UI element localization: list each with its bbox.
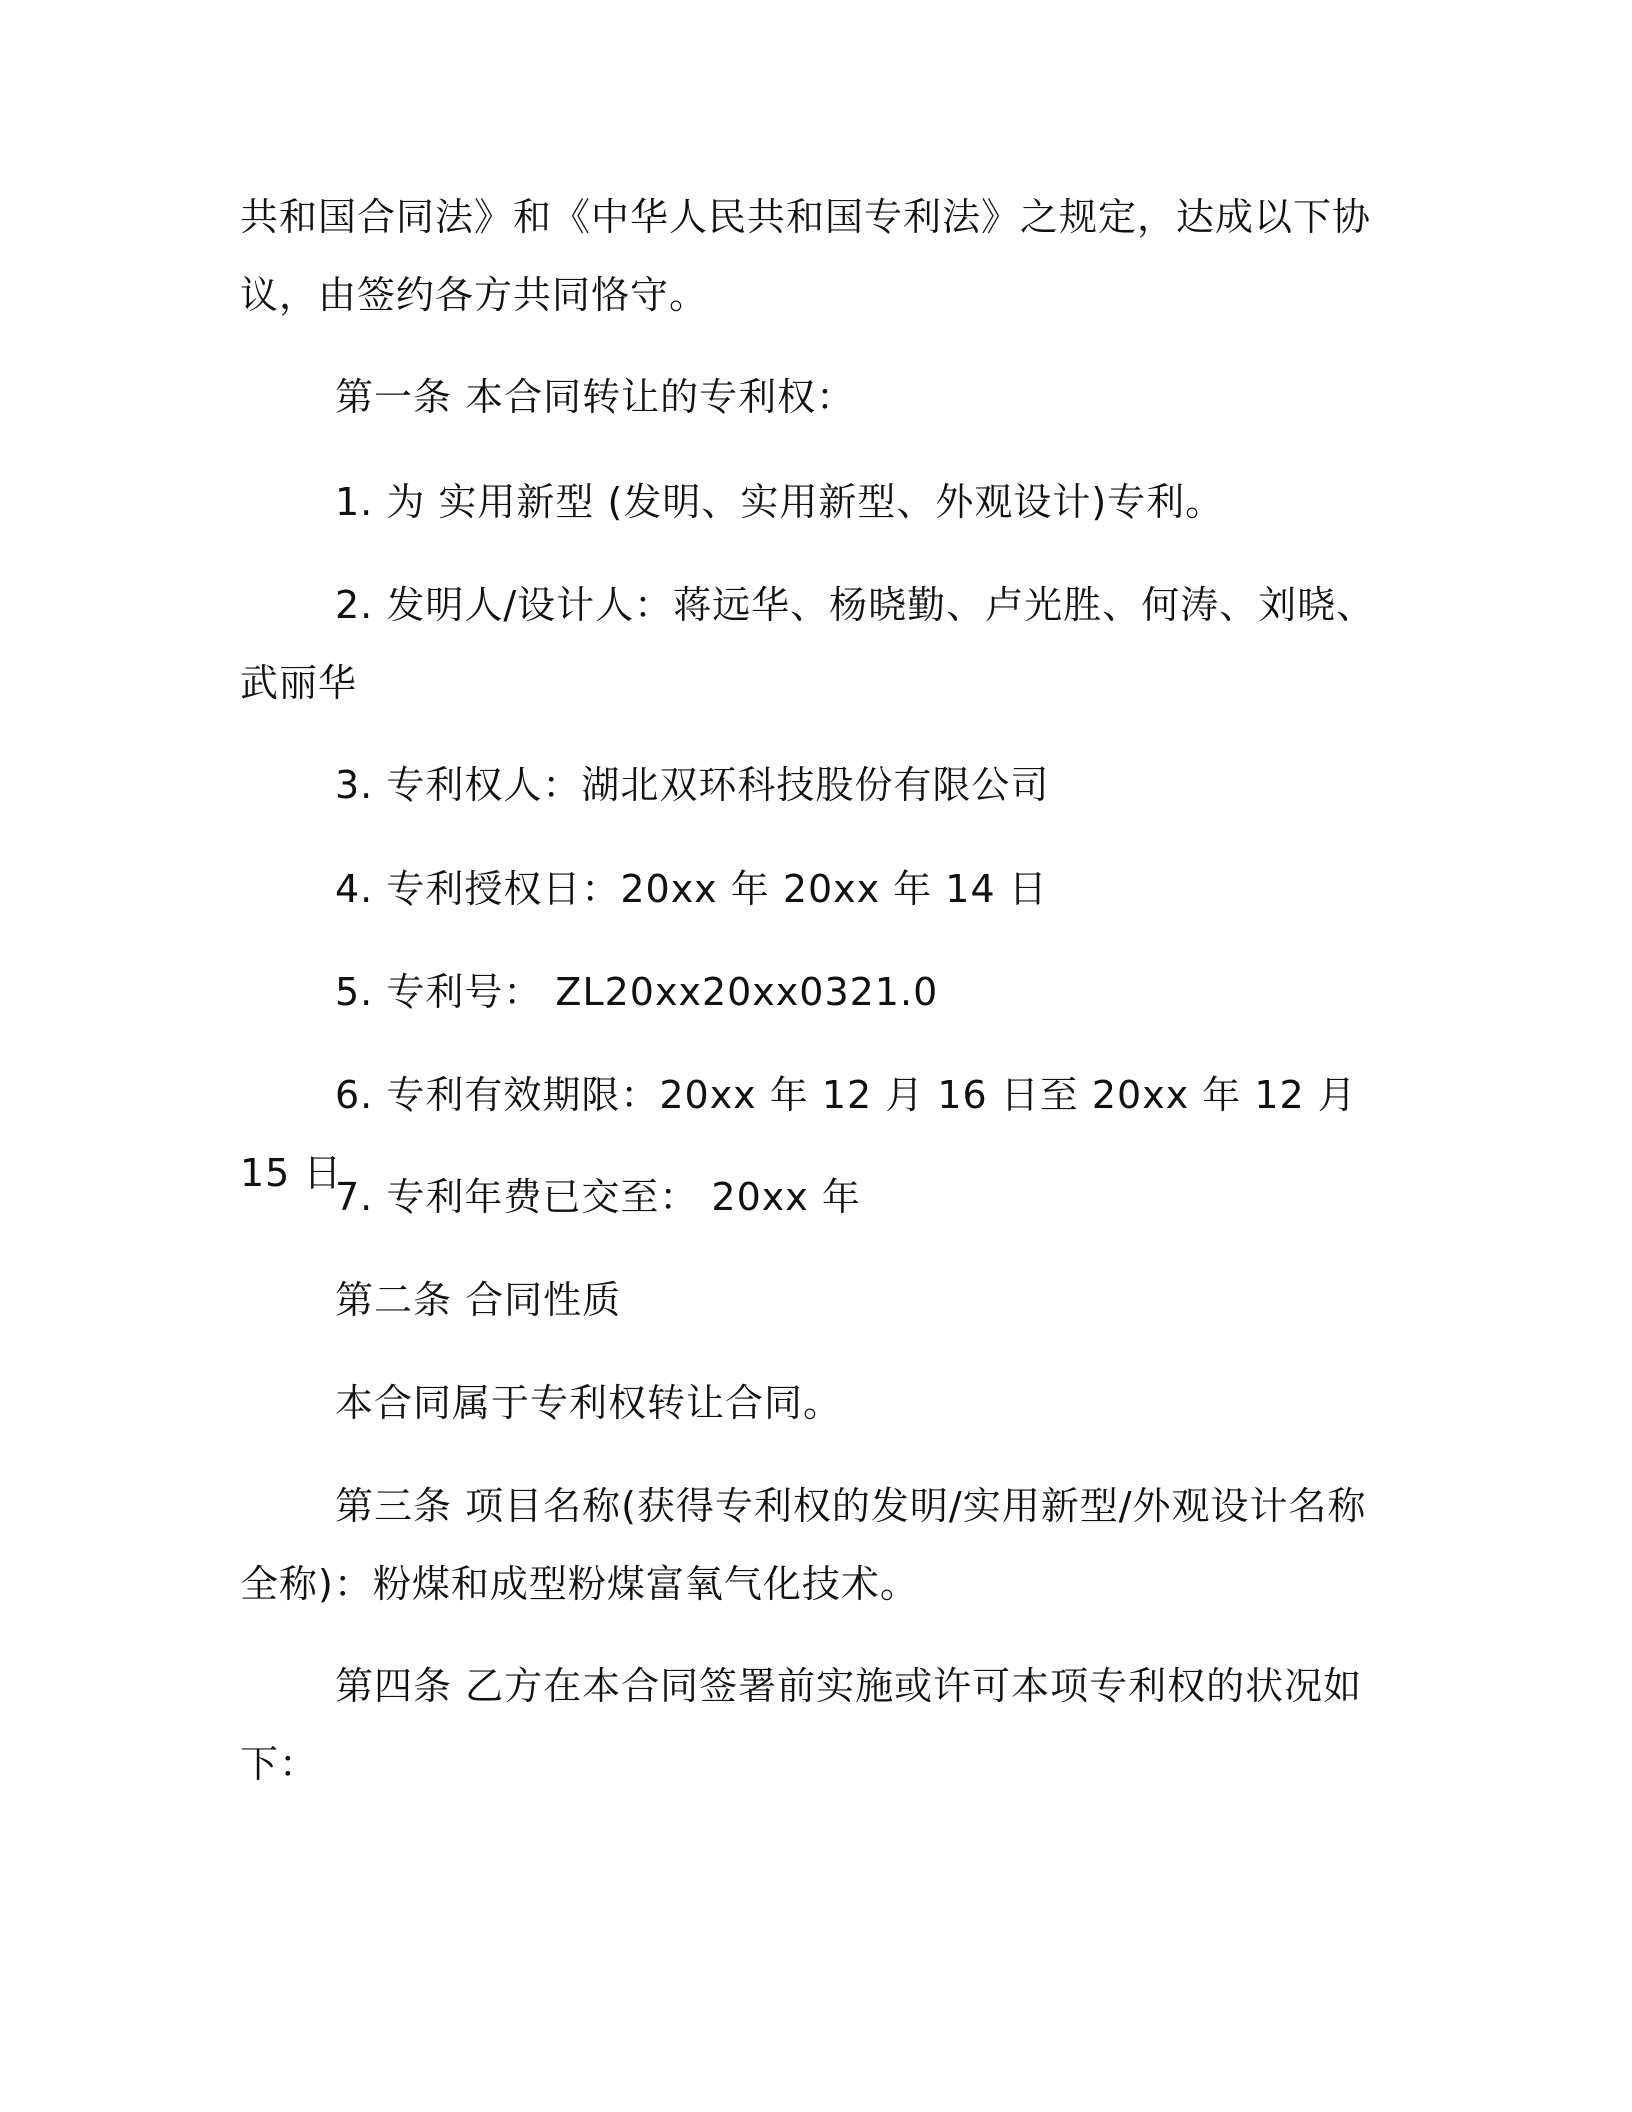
article-1-heading: 第一条 本合同转让的专利权： (335, 375, 856, 419)
article-4-heading: 第四条 乙方在本合同签署前实施或许可本项专利权的状况如下： (240, 1664, 1363, 1786)
article-3-project-name: 第三条 项目名称(获得专利权的发明/实用新型/外观设计名称全称)：粉煤和成型粉煤富氧气化技术。 (240, 1484, 1367, 1606)
article-2-body: 本合同属于专利权转让合同。 (335, 1381, 843, 1425)
intro-paragraph: 共和国合同法》和《中华人民共和国专利法》之规定，达成以下协议，由签约各方共同恪守。 (240, 195, 1372, 317)
item-2-inventors: 2. 发明人/设计人：蒋远华、杨晓勤、卢光胜、何涛、刘晓、武丽华 (240, 583, 1376, 705)
article-2-heading: 第二条 合同性质 (335, 1278, 622, 1322)
item-6-validity-period: 6. 专利有效期限：20xx 年 12 月 16 日至 20xx 年 12 月 15 日 (240, 1073, 1357, 1195)
item-3-patentee: 3. 专利权人：湖北双环科技股份有限公司 (335, 763, 1050, 807)
item-1-patent-type: 1. 为 实用新型 (发明、实用新型、外观设计)专利。 (335, 480, 1225, 524)
item-5-patent-number: 5. 专利号： ZL20xx20xx0321.0 (335, 970, 939, 1014)
item-4-grant-date: 4. 专利授权日：20xx 年 20xx 年 14 日 (335, 867, 1048, 911)
item-7-annual-fee: 7. 专利年费已交至： 20xx 年 (335, 1175, 861, 1219)
